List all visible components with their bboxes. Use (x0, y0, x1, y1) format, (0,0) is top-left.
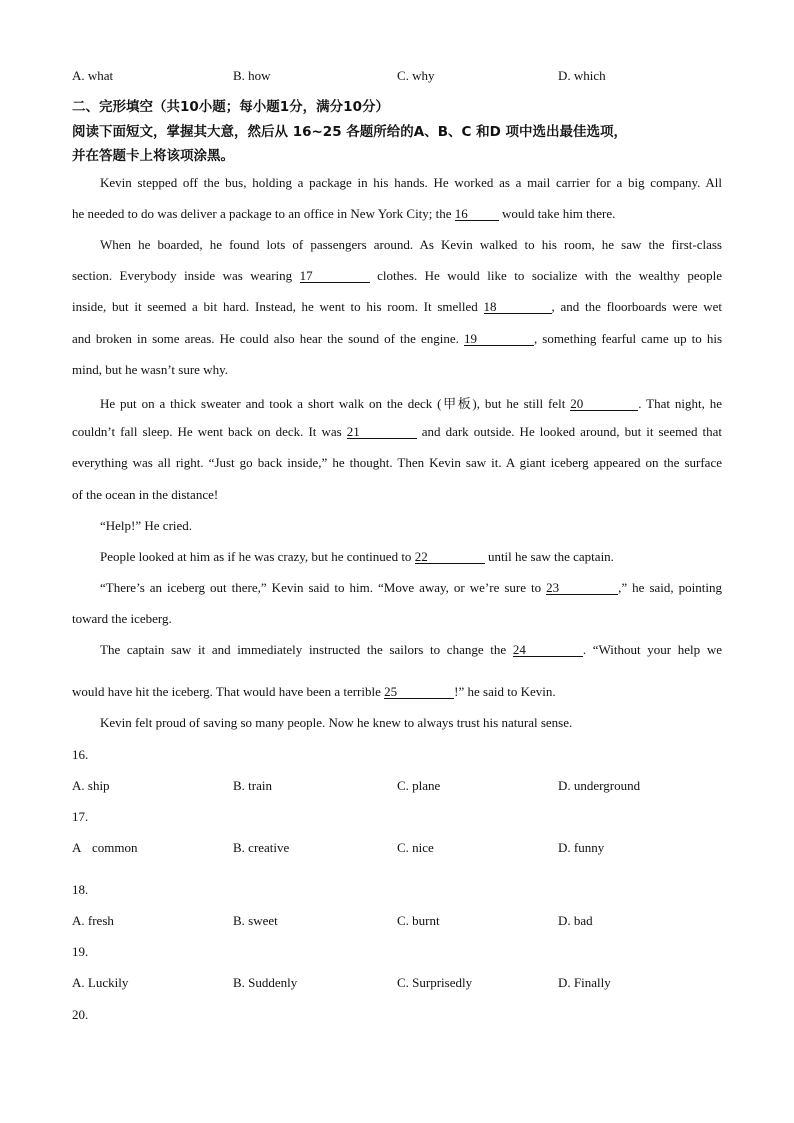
q17-option-b: B. creative (233, 840, 290, 855)
q16-option-c: C. plane (397, 778, 441, 793)
q17-option-c: C. nice (397, 840, 434, 855)
passage-line: Kevin stepped off the bus, holding a package in his hands. He worked as a mail carrier for a big company. All (100, 175, 722, 190)
q17-option-a-text: common (92, 840, 138, 855)
q18-option-b: B. sweet (233, 913, 278, 928)
q18-option-c: C. burnt (397, 913, 440, 928)
q15-option-a: A. what (72, 68, 114, 83)
q15-option-b: B. how (233, 68, 271, 83)
q15-option-d: D. which (558, 68, 606, 83)
blank-22: 22 (415, 550, 485, 564)
passage-line (72, 549, 722, 565)
passage-text: People looked at him as if he was crazy, but he continued to (100, 549, 412, 564)
q17-options (72, 840, 732, 858)
passage-text: !” he said to Kevin. (454, 684, 556, 699)
passage-line (72, 684, 722, 700)
q15-options (72, 68, 732, 86)
passage-text: , something fearful came up to his (533, 331, 723, 346)
blank-18: 18 (484, 300, 552, 314)
section-instruction-1: 阅读下面短文，掌握其大意，然后从 16~25 各题所给的A、B、C 和D 项中选出最佳选项， (72, 124, 628, 140)
passage-text: until he saw the captain. (487, 549, 614, 564)
q16-option-b: B. train (233, 778, 272, 793)
passage-text: inside, but it seemed a bit hard. Instead, he went to his room. It smelled (72, 299, 478, 314)
passage-line (72, 424, 722, 440)
q17-option-d: D. funny (558, 840, 605, 855)
blank-19: 19 (464, 332, 534, 346)
q15-option-c: C. why (397, 68, 435, 83)
passage-line (72, 331, 722, 347)
passage-line (72, 642, 722, 658)
passage-text: , and the floorboards were wet (551, 299, 722, 314)
q18-option-d: D. bad (558, 913, 593, 928)
passage-text: we (706, 642, 723, 657)
section-instruction-2: 并在答题卡上将该项涂黑。 (72, 148, 234, 164)
blank-21: 21 (347, 425, 417, 439)
passage-line (72, 268, 722, 284)
passage-line: toward the iceberg. (72, 611, 172, 626)
blank-16: 16 (455, 207, 499, 221)
q18-options (72, 913, 732, 931)
passage-line (72, 299, 722, 315)
passage-text: section. Everybody inside was wearing (72, 268, 293, 283)
passage-text: and broken in some areas. He could also hear the sound of the engine. (72, 331, 459, 346)
blank-23: 23 (546, 581, 618, 595)
passage-text: . That night, he (638, 396, 722, 411)
passage-text: would take him there. (502, 206, 616, 221)
q16-option-d: D. underground (558, 778, 641, 793)
passage-text: clothes. He would like to socialize with the wealthy people (377, 268, 723, 283)
blank-25: 25 (384, 685, 454, 699)
passage-text: would have hit the iceberg. That would have been a terrible (72, 684, 381, 699)
question-number-20: 20. (72, 1007, 89, 1022)
passage-text: and dark outside. He looked around, but it seemed that (421, 424, 723, 439)
passage-line: When he boarded, he found lots of passengers around. As Kevin walked to his room, he saw the first-class (100, 237, 722, 252)
q16-options (72, 778, 732, 796)
passage-text: . “Without your help (582, 642, 701, 657)
blank-20: 20 (570, 397, 638, 411)
blank-24: 24 (513, 643, 583, 657)
passage-text: The captain saw it and immediately instructed the sailors to change the (100, 642, 507, 657)
question-number-16: 16. (72, 747, 89, 762)
passage-line: mind, but he wasn’t sure why. (72, 362, 228, 377)
q19-option-a: A. Luckily (72, 975, 129, 990)
passage-line (72, 393, 722, 412)
passage-text: he needed to do was deliver a package to an office in New York City; the (72, 206, 452, 221)
passage-line: of the ocean in the distance! (72, 487, 219, 502)
passage-line: Kevin felt proud of saving so many people. Now he knew to always trust his natural sense. (100, 715, 573, 730)
q19-option-d: D. Finally (558, 975, 611, 990)
q18-option-a: A. fresh (72, 913, 114, 928)
blank-17: 17 (300, 269, 370, 283)
q19-option-c: C. Surprisedly (397, 975, 473, 990)
passage-line (72, 580, 722, 596)
passage-text: “There’s an iceberg out there,” Kevin said to him. “Move away, or we’re sure to (100, 580, 542, 595)
q16-option-a: A. ship (72, 778, 110, 793)
passage-text: He put on a thick sweater and took a short walk on the deck (甲板), but he still felt (100, 396, 566, 411)
section-title: 二、完形填空（共10小题；每小题1分，满分10分） (72, 99, 389, 115)
question-number-18: 18. (72, 882, 89, 897)
question-number-19: 19. (72, 944, 89, 959)
q19-options (72, 975, 732, 993)
q19-option-b: B. Suddenly (233, 975, 298, 990)
passage-line: “Help!” He cried. (100, 518, 193, 533)
question-number-17: 17. (72, 809, 89, 824)
q17-option-a-letter: A (72, 840, 82, 855)
passage-text: couldn’t fall sleep. He went back on deck. It was (72, 424, 342, 439)
passage-text: ,” he said, pointing (618, 580, 722, 595)
passage-line: everything was all right. “Just go back inside,” he thought. Then Kevin saw it. A giant iceberg appeared on the surface (72, 455, 722, 470)
passage-line (72, 206, 722, 222)
